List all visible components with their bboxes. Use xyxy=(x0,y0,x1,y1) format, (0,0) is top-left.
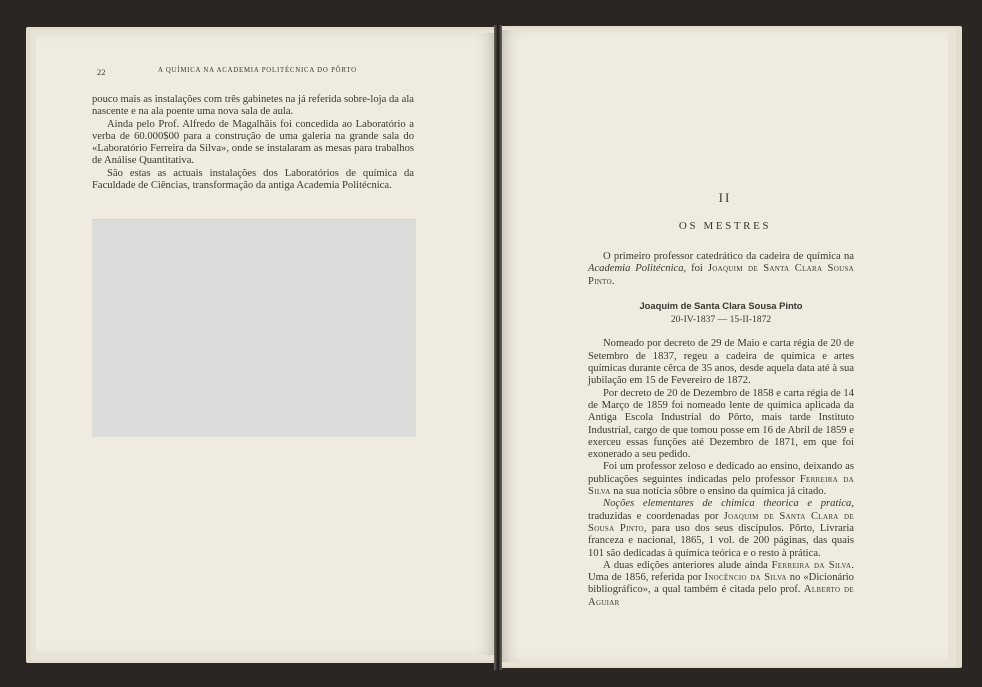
paragraph: Nomeado por decreto de 29 de Maio e carta régia de 20 de Setembro de 1837, regeu a cadeira de química e artes químicas durante cêrca de 35 anos, desde aquela data até à sua jubilação em 15 de Fevereiro de 1872. xyxy=(588,338,854,387)
right-page-text xyxy=(588,251,854,609)
paragraph: Ainda pelo Prof. Alfredo de Magalhãis foi concedida ao Laboratório a verba de 60.000$00 para a construção de uma galeria na grande sala do «Laboratório Ferreira da Silva», onde se instalaram as mesas para trabalhos de Análise Quantitativa. xyxy=(92,118,414,167)
left-page xyxy=(36,33,494,655)
paragraph: Noções elementares de chimica theorica e pratica, traduzidas e coordenadas por Joaquim de Santa Clara de Sousa Pinto, para uso dos seus discípulos. Pôrto, Livraria franceza e nacional, 1865, 1 vol. de 200 páginas, das quais 101 são dedicadas à química teórica e o resto à prática. xyxy=(588,498,854,559)
paragraph: Foi um professor zeloso e dedicado ao ensino, deixando as publicações seguintes indicadas pelo professor Ferreira da Silva na sua notícia sôbre o ensino da química já citado. xyxy=(588,461,854,498)
chapter-title: OS MESTRES xyxy=(678,220,772,232)
plate-image xyxy=(92,219,416,437)
paragraph: A duas edições anteriores alude ainda Ferreira da Silva. Uma de 1856, referida por Inocêncio da Silva no «Dicionário bibliográfico», a qual também é citada pelo prof. Alberto de Aguiar xyxy=(588,559,854,608)
professor-dates: 20-IV-1837 — 15-II-1872 xyxy=(670,314,772,326)
intro-paragraph: O primeiro professor catedrático da cadeira de química na Academia Politécnica, foi Joaquim de Santa Clara Sousa Pinto. xyxy=(588,251,854,287)
left-page-text xyxy=(92,94,414,192)
running-head-title: A QUÍMICA NA ACADEMIA POLITÉCNICA DO PÔRTO xyxy=(158,67,357,74)
right-page xyxy=(502,30,948,662)
page-number: 22 xyxy=(97,67,106,77)
chapter-number: II xyxy=(718,190,732,205)
paragraph: pouco mais as instalações com três gabinetes na já referida sobre-loja da ala nascente e na ala poente uma nova sala de aula. xyxy=(92,94,414,118)
professor-name: Joaquim de Santa Clara Sousa Pinto xyxy=(639,299,803,311)
book-gutter xyxy=(494,25,502,670)
paragraph: Por decreto de 20 de Dezembro de 1858 e carta régia de 14 de Março de 1859 foi nomeado lente de química aplicada da Antiga Escola Industrial do Pôrto, mais tarde Instituto Industrial, cargo de que tomou posse em 16 de Abril de 1859 e exerceu essas funções até Dezembro de 1871, em que foi exonerado a seu pedido. xyxy=(588,387,854,461)
paragraph: São estas as actuais instalações dos Laboratórios de química da Faculdade de Ciências, transformação da antiga Academia Politécnica. xyxy=(92,167,414,192)
